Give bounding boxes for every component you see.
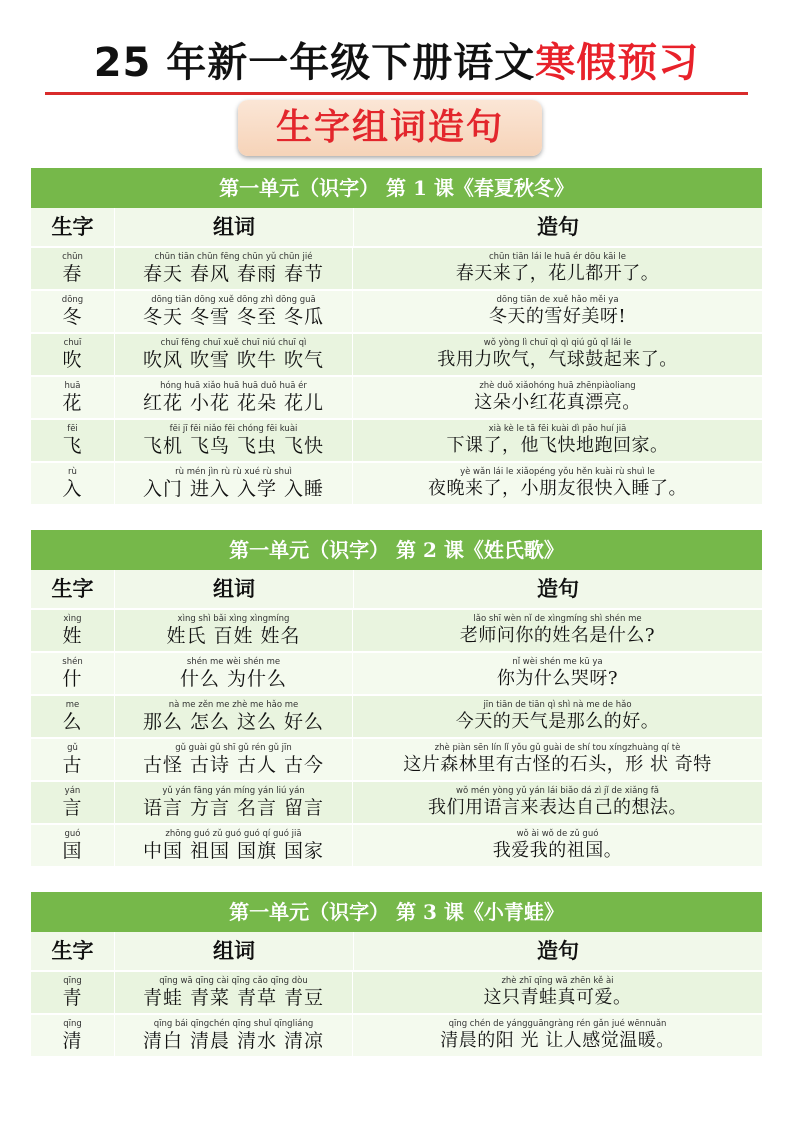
words-cell	[114, 610, 352, 651]
sentence-cell	[352, 291, 762, 332]
pinyin-text: chūn	[62, 252, 83, 262]
pinyin-text: qīng chén de yángguāngràng rén gǎn jué wēnnuǎn	[448, 1019, 667, 1029]
sentence-cell	[352, 972, 762, 1013]
sentence-cell	[352, 739, 762, 780]
hanzi-text: 冬天 冬雪 冬至 冬瓜	[142, 306, 325, 328]
words-cell	[114, 696, 352, 737]
words-cell	[114, 1015, 352, 1056]
pinyin-text: chuī fēng chuī xuě chuī niú chuī qì	[160, 338, 307, 348]
column-header-sentence: 造句	[353, 570, 762, 608]
pinyin-text: gǔ guài gǔ shī gǔ rén gǔ jīn	[175, 743, 292, 753]
words-cell	[114, 248, 352, 289]
char-cell	[31, 291, 114, 332]
pinyin-text: nà me zěn me zhè me hǎo me	[168, 700, 299, 710]
pinyin-text: xià kè le tā fēi kuài dì pǎo huí jiā	[488, 424, 627, 434]
column-header-words: 组词	[114, 208, 353, 246]
hanzi-text: 清	[62, 1030, 83, 1052]
table-row	[31, 418, 762, 461]
pinyin-text: rù mén jìn rù rù xué rù shuì	[175, 467, 292, 477]
char-cell	[31, 248, 114, 289]
char-cell	[31, 739, 114, 780]
lesson-heading: 第一单元（识字） 第 3 课《小青蛙》	[31, 892, 762, 932]
lesson-heading: 第一单元（识字） 第 1 课《春夏秋冬》	[31, 168, 762, 208]
hanzi-text: 言	[62, 797, 83, 819]
pinyin-text: qīng bái qīngchén qīng shuǐ qīngliáng	[153, 1019, 314, 1029]
char-cell	[31, 782, 114, 823]
hanzi-text: 这朵小红花真漂亮。	[474, 392, 641, 413]
pinyin-text: hóng huā xiǎo huā huā duǒ huā ér	[160, 381, 307, 391]
pinyin-text: shén	[62, 657, 83, 667]
sentence-cell	[352, 782, 762, 823]
hanzi-text: 春天 春风 春雨 春节	[142, 263, 325, 285]
hanzi-text: 姓	[62, 625, 83, 647]
hanzi-text: 入门 进入 入学 入睡	[142, 478, 325, 500]
hanzi-text: 吹	[62, 349, 83, 371]
pinyin-text: zhè piàn sēn lín lǐ yǒu gǔ guài de shí tou xíngzhuàng qí tè	[434, 743, 681, 753]
table-row	[31, 608, 762, 651]
page-title	[0, 38, 793, 88]
sentence-cell	[352, 1015, 762, 1056]
pinyin-text: shén me wèi shén me	[186, 657, 281, 667]
char-cell	[31, 825, 114, 866]
pinyin-text: rù	[68, 467, 77, 477]
table-row	[31, 332, 762, 375]
char-cell	[31, 420, 114, 461]
sentence-cell	[352, 248, 762, 289]
hanzi-text: 冬	[62, 306, 83, 328]
hanzi-text: 今天的天气是那么的好。	[455, 711, 660, 732]
hanzi-text: 古怪 古诗 古人 古今	[142, 754, 325, 776]
pinyin-text: qīng	[63, 976, 82, 986]
hanzi-text: 春天来了，花儿都开了。	[455, 263, 660, 284]
sentence-cell	[352, 377, 762, 418]
hanzi-text: 入	[62, 478, 83, 500]
hanzi-text: 你为什么哭呀?	[496, 668, 619, 689]
table-row	[31, 289, 762, 332]
pinyin-text: zhōng guó zǔ guó guó qí guó jiā	[165, 829, 302, 839]
column-header-words: 组词	[114, 570, 353, 608]
table-body	[31, 246, 762, 504]
column-header-char: 生字	[51, 215, 94, 239]
pinyin-text: yǔ yán fāng yán míng yán liú yán	[162, 786, 305, 796]
pinyin-text: xìng	[63, 614, 82, 624]
hanzi-text: 花	[62, 392, 83, 414]
hanzi-text: 下课了，他飞快地跑回家。	[446, 435, 669, 456]
pinyin-text: yè wǎn lái le xiǎopéng yǒu hěn kuài rù shuì le	[460, 467, 655, 477]
pinyin-text: gǔ	[67, 743, 78, 753]
char-cell	[31, 463, 114, 504]
table-row	[31, 737, 762, 780]
words-cell	[114, 653, 352, 694]
table-row	[31, 461, 762, 504]
hanzi-text: 飞	[62, 435, 83, 457]
char-cell	[31, 653, 114, 694]
char-cell	[31, 696, 114, 737]
column-header-words: 组词	[114, 932, 353, 970]
hanzi-text: 飞机 飞鸟 飞虫 飞快	[142, 435, 325, 457]
pinyin-text: zhè duǒ xiǎohóng huā zhēnpiàoliang	[479, 381, 636, 391]
hanzi-text: 那么 怎么 这么 好么	[142, 711, 325, 733]
pinyin-text: dōng tiān dōng xuě dōng zhì dōng guā	[151, 295, 316, 305]
sentence-cell	[352, 463, 762, 504]
pinyin-text: lǎo shī wèn nǐ de xìngmíng shì shén me	[473, 614, 642, 624]
pinyin-text: wǒ ài wǒ de zǔ guó	[516, 829, 599, 839]
column-header-sentence: 造句	[353, 208, 762, 246]
table-row	[31, 1013, 762, 1056]
column-header-row	[31, 208, 762, 246]
hanzi-text: 吹风 吹雪 吹牛 吹气	[142, 349, 325, 371]
pinyin-text: zhè zhī qīng wā zhēn kě ài	[501, 976, 614, 986]
words-cell	[114, 291, 352, 332]
table-row	[31, 823, 762, 866]
hanzi-text: 青蛙 青菜 青草 青豆	[142, 987, 325, 1009]
sentence-cell	[352, 334, 762, 375]
hanzi-text: 冬天的雪好美呀!	[488, 306, 627, 327]
table-row	[31, 246, 762, 289]
char-cell	[31, 1015, 114, 1056]
column-header-row	[31, 932, 762, 970]
hanzi-text: 这只青蛙真可爱。	[483, 987, 632, 1008]
column-header-char: 生字	[51, 577, 94, 601]
hanzi-text: 春	[62, 263, 83, 285]
sentence-cell	[352, 653, 762, 694]
sentence-cell	[352, 696, 762, 737]
pinyin-text: xìng shì bǎi xìng xìngmíng	[177, 614, 290, 624]
table-row	[31, 780, 762, 823]
table-row	[31, 970, 762, 1013]
hanzi-text: 么	[62, 711, 83, 733]
pinyin-text: huā	[64, 381, 81, 391]
words-cell	[114, 739, 352, 780]
pinyin-text: fēi jī fēi niǎo fēi chóng fēi kuài	[169, 424, 298, 434]
hanzi-text: 姓氏 百姓 姓名	[166, 625, 301, 647]
words-cell	[114, 463, 352, 504]
hanzi-text: 我用力吹气，气球鼓起来了。	[437, 349, 678, 370]
hanzi-text: 我们用语言来表达自己的想法。	[428, 797, 687, 818]
table-row	[31, 375, 762, 418]
hanzi-text: 古	[62, 754, 83, 776]
pinyin-text: nǐ wèi shén me kū ya	[512, 657, 603, 667]
table-body	[31, 970, 762, 1056]
pinyin-text: yán	[64, 786, 81, 796]
hanzi-text: 语言 方言 名言 留言	[142, 797, 325, 819]
lesson-section	[31, 168, 762, 504]
hanzi-text: 这片森林里有古怪的石头，形 状 奇特	[403, 754, 712, 775]
column-header-char: 生字	[51, 939, 94, 963]
words-cell	[114, 377, 352, 418]
hanzi-text: 老师问你的姓名是什么?	[459, 625, 656, 646]
pinyin-text: chūn tiān chūn fēng chūn yǔ chūn jié	[154, 252, 313, 262]
sentence-cell	[352, 825, 762, 866]
words-cell	[114, 334, 352, 375]
hanzi-text: 夜晚来了，小朋友很快入睡了。	[428, 478, 687, 499]
hanzi-text: 红花 小花 花朵 花儿	[142, 392, 325, 414]
words-cell	[114, 825, 352, 866]
pinyin-text: fēi	[67, 424, 78, 434]
pinyin-text: chuī	[63, 338, 82, 348]
char-cell	[31, 377, 114, 418]
words-cell	[114, 782, 352, 823]
title-black-part: 25 年新一年级下册语文	[93, 40, 536, 86]
pinyin-text: dōng tiān de xuě hǎo měi ya	[496, 295, 619, 305]
pinyin-text: jīn tiān de tiān qì shì nà me de hǎo	[483, 700, 632, 710]
pinyin-text: guó	[64, 829, 81, 839]
pinyin-text: chūn tiān lái le huā ér dōu kāi le	[488, 252, 627, 262]
pinyin-text: qīng	[63, 1019, 82, 1029]
hanzi-text: 我爱我的祖国。	[492, 840, 623, 861]
table-row	[31, 651, 762, 694]
pinyin-text: dōng	[61, 295, 84, 305]
hanzi-text: 国	[62, 840, 83, 862]
sentence-cell	[352, 610, 762, 651]
hanzi-text: 清晨的阳 光 让人感觉温暖。	[440, 1030, 675, 1051]
hanzi-text: 中国 祖国 国旗 国家	[142, 840, 325, 862]
char-cell	[31, 334, 114, 375]
pinyin-text: me	[65, 700, 80, 710]
table-row	[31, 694, 762, 737]
pinyin-text: wǒ yòng lì chuī qì qì qiú gǔ qǐ lái le	[483, 338, 632, 348]
words-cell	[114, 972, 352, 1013]
column-header-row	[31, 570, 762, 608]
column-header-sentence: 造句	[353, 932, 762, 970]
lesson-section	[31, 892, 762, 1056]
sentence-cell	[352, 420, 762, 461]
hanzi-text: 什么 为什么	[179, 668, 288, 690]
char-cell	[31, 610, 114, 651]
table-body	[31, 608, 762, 866]
subtitle-banner: 生字组词造句	[238, 100, 542, 156]
hanzi-text: 青	[62, 987, 83, 1009]
lesson-heading: 第一单元（识字） 第 2 课《姓氏歌》	[31, 530, 762, 570]
hanzi-text: 什	[62, 668, 83, 690]
words-cell	[114, 420, 352, 461]
pinyin-text: wǒ mén yòng yǔ yán lái biǎo dá zì jǐ de xiǎng fǎ	[456, 786, 659, 796]
char-cell	[31, 972, 114, 1013]
title-red-part: 寒假预习	[535, 40, 700, 86]
pinyin-text: qīng wā qīng cài qīng cǎo qīng dòu	[159, 976, 308, 986]
hanzi-text: 清白 清晨 清水 清凉	[142, 1030, 325, 1052]
lesson-section	[31, 530, 762, 866]
title-underline	[45, 92, 748, 95]
